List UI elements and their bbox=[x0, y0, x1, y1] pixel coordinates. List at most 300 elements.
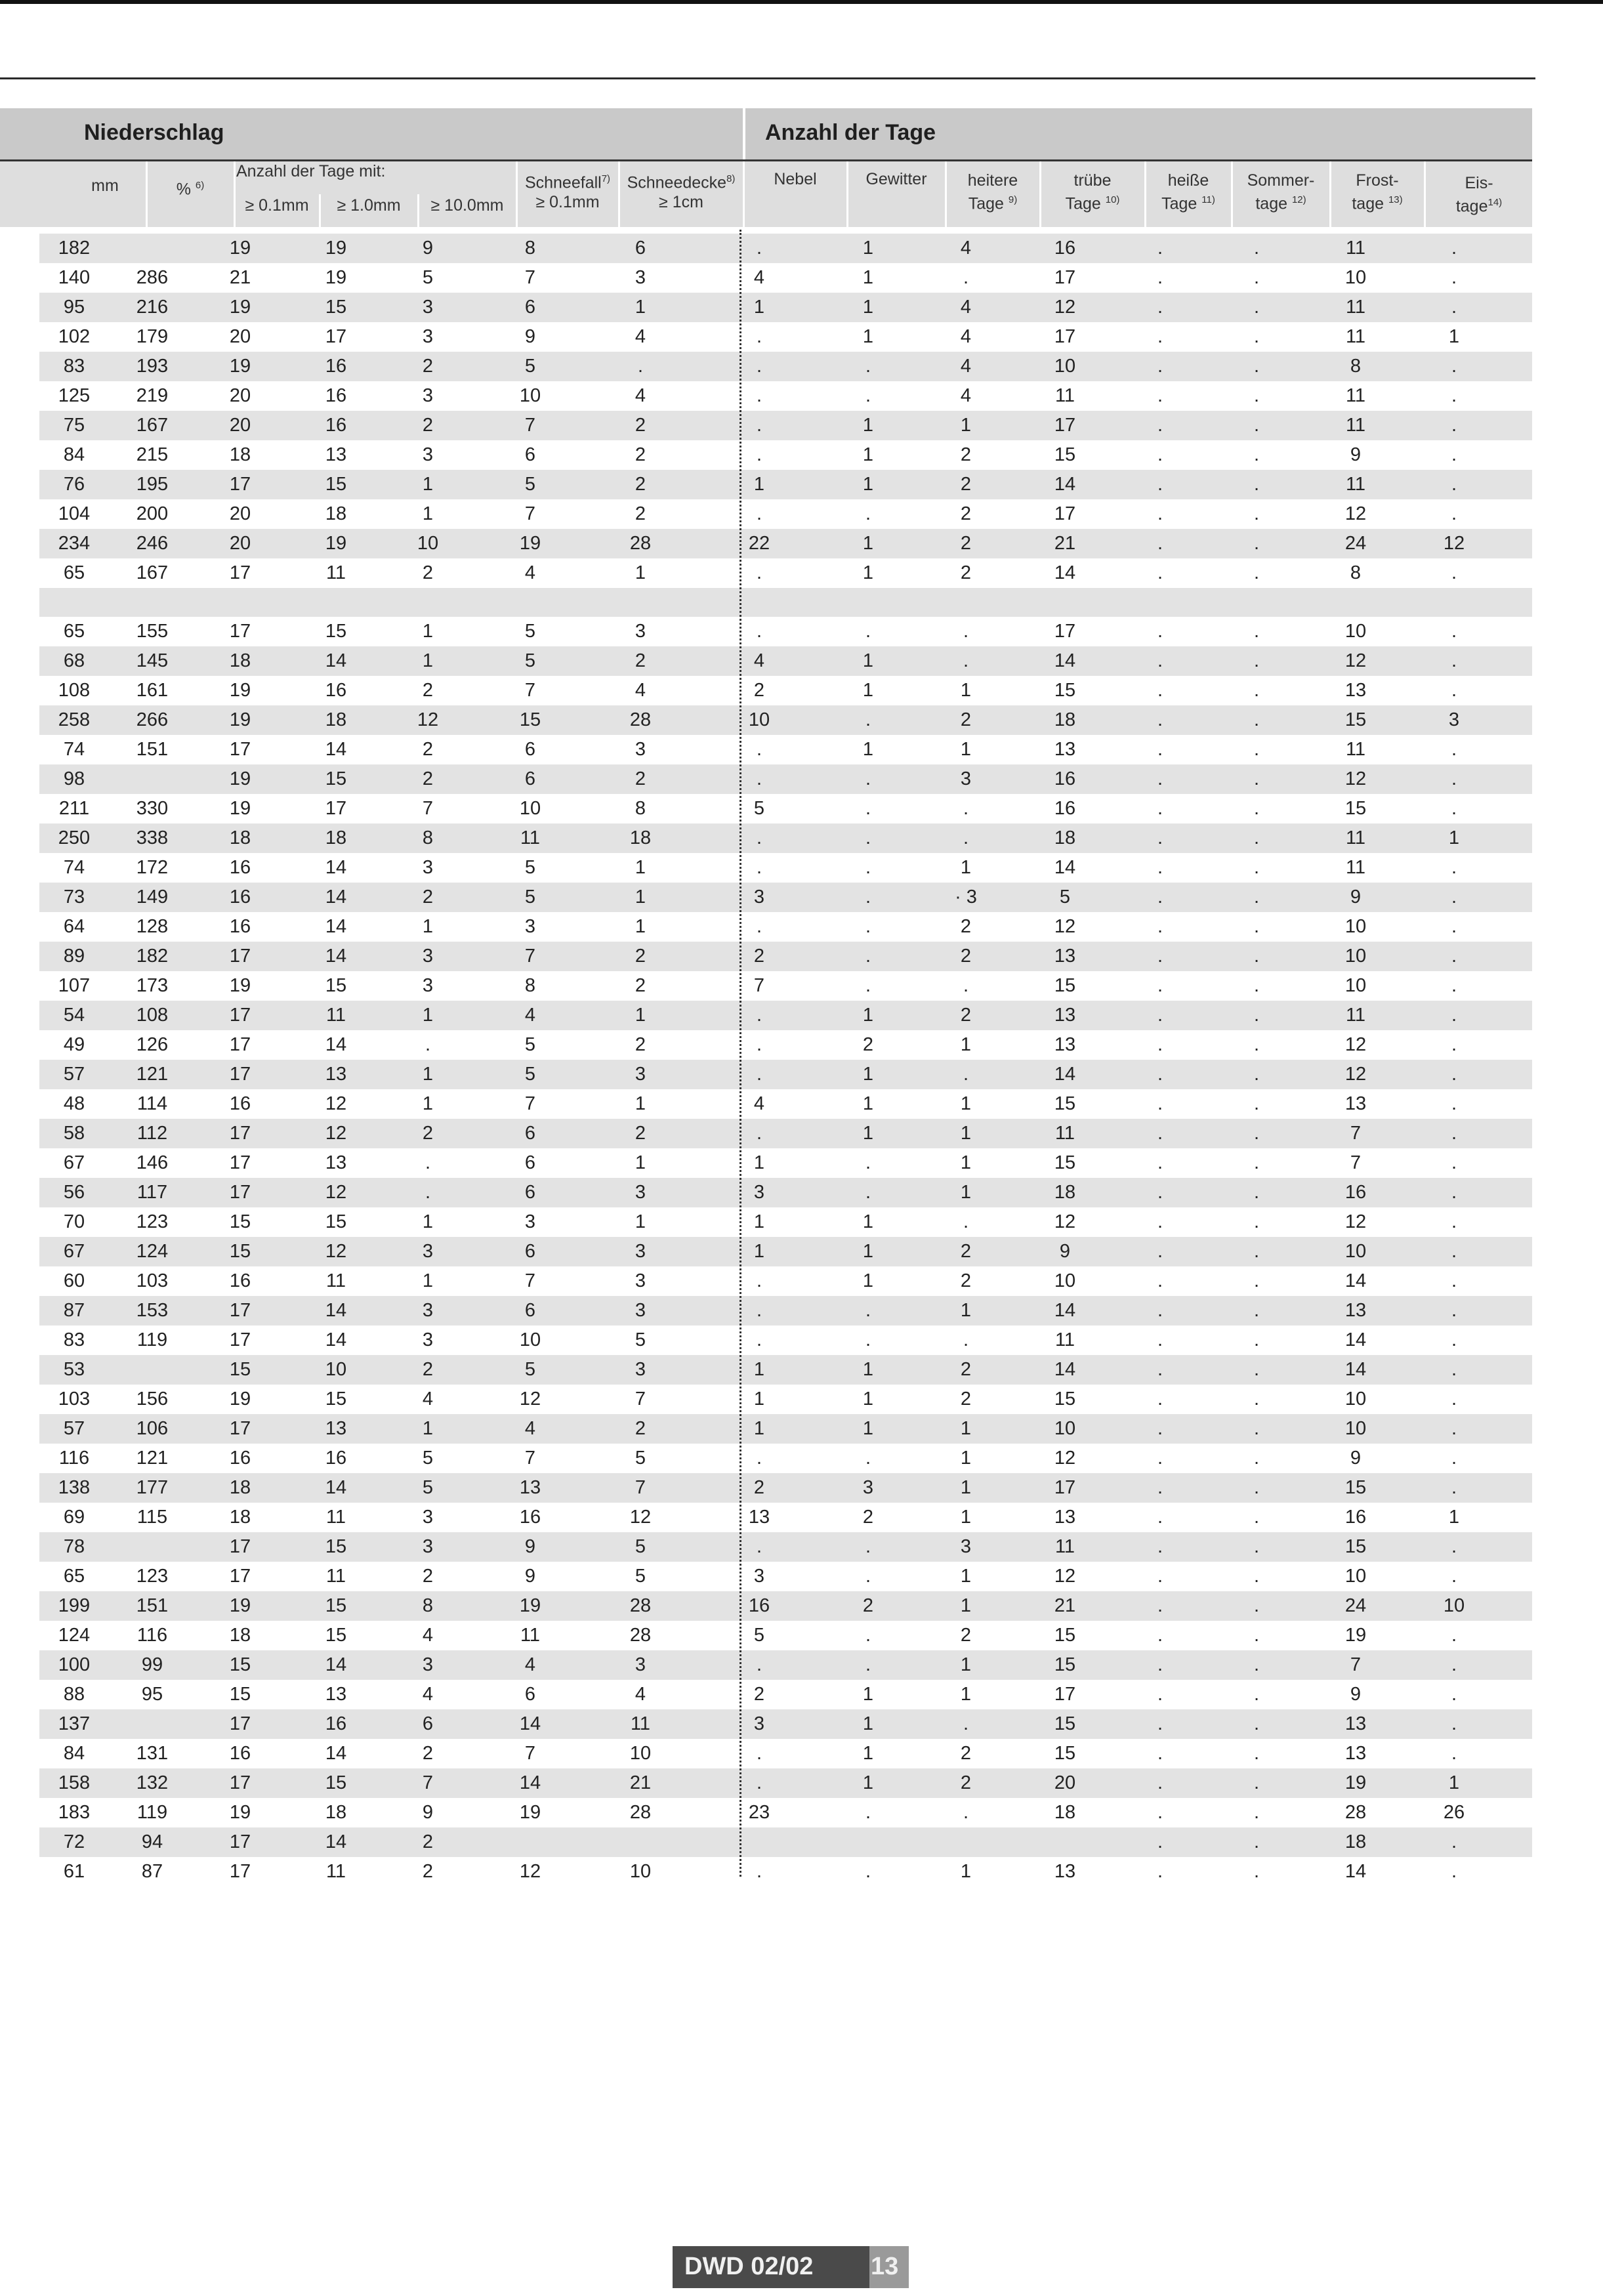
cell-nebel: . bbox=[756, 916, 762, 937]
cell-schneedecke: 3 bbox=[635, 1241, 646, 1262]
cell-gewitter: . bbox=[865, 768, 871, 789]
cell-truebe-tage: 12 bbox=[1054, 1566, 1076, 1587]
cell-mm: 56 bbox=[63, 1182, 85, 1203]
cell-nebel: 1 bbox=[753, 1418, 765, 1439]
footer-badge bbox=[673, 2246, 909, 2288]
cell-days-ge-10-0mm: 2 bbox=[422, 562, 434, 583]
cell-heisse-tage: . bbox=[1157, 1507, 1163, 1528]
column-separator bbox=[1144, 161, 1146, 227]
cell-schneedecke: 10 bbox=[629, 1861, 652, 1882]
cell-sommertage: . bbox=[1253, 887, 1260, 908]
cell-days-ge-1-0mm: 15 bbox=[325, 1536, 347, 1557]
table-row bbox=[39, 1444, 1532, 1473]
cell-truebe-tage: 14 bbox=[1054, 650, 1076, 671]
cell-schneedecke: 1 bbox=[635, 1005, 646, 1026]
table-row bbox=[39, 558, 1532, 588]
cell-days-ge-10-0mm: 3 bbox=[422, 385, 434, 406]
cell-heitere-tage: 1 bbox=[960, 415, 972, 436]
cell-gewitter: . bbox=[865, 1654, 871, 1675]
cell-mm: 57 bbox=[63, 1064, 85, 1085]
cell-days-ge-1-0mm: 14 bbox=[325, 916, 347, 937]
cell-days-ge-10-0mm: 7 bbox=[422, 798, 434, 819]
table-row bbox=[39, 440, 1532, 470]
cell-sommertage: . bbox=[1253, 1654, 1260, 1675]
cell-days-ge-10-0mm: 1 bbox=[422, 1270, 434, 1291]
cell-mm: 67 bbox=[63, 1241, 85, 1262]
cell-schneedecke: 2 bbox=[635, 474, 646, 495]
table-row bbox=[39, 676, 1532, 705]
cell-days-ge-0-1mm: 17 bbox=[229, 621, 251, 642]
cell-eistage: . bbox=[1451, 562, 1457, 583]
header-truebe-tage: trübe Tage $^{10)}$ bbox=[1065, 171, 1120, 213]
cell-gewitter: . bbox=[865, 798, 871, 819]
cell-days-ge-1-0mm: 11 bbox=[325, 1566, 346, 1587]
cell-sommertage: . bbox=[1253, 1123, 1260, 1144]
cell-days-ge-1-0mm: 15 bbox=[325, 1772, 347, 1793]
cell-schneefall: 6 bbox=[524, 739, 536, 760]
cell-eistage: . bbox=[1451, 946, 1457, 967]
cell-truebe-tage: 13 bbox=[1054, 1861, 1076, 1882]
cell-truebe-tage: 17 bbox=[1054, 1684, 1076, 1705]
cell-schneedecke: 28 bbox=[629, 1802, 652, 1823]
cell-heisse-tage: . bbox=[1157, 267, 1163, 288]
cell-schneedecke: 3 bbox=[635, 1270, 646, 1291]
cell-eistage: . bbox=[1451, 444, 1457, 465]
cell-eistage: 26 bbox=[1443, 1802, 1465, 1823]
cell-heisse-tage: . bbox=[1157, 1123, 1163, 1144]
cell-eistage: . bbox=[1451, 1241, 1457, 1262]
cell-percent: 179 bbox=[136, 326, 169, 347]
cell-sommertage: . bbox=[1253, 1477, 1260, 1498]
cell-heitere-tage: 1 bbox=[960, 1477, 972, 1498]
cell-mm: 73 bbox=[63, 887, 85, 908]
cell-nebel: . bbox=[756, 1270, 762, 1291]
cell-frosttage: 12 bbox=[1344, 1034, 1367, 1055]
cell-nebel: . bbox=[756, 326, 762, 347]
cell-heitere-tage: 4 bbox=[960, 356, 972, 377]
cell-days-ge-10-0mm: 1 bbox=[422, 503, 434, 524]
cell-schneedecke: 2 bbox=[635, 1418, 646, 1439]
header-frosttage: Frost- tage $^{13)}$ bbox=[1352, 171, 1403, 213]
header-nebel: Nebel bbox=[774, 170, 817, 188]
cell-days-ge-1-0mm: 17 bbox=[325, 798, 347, 819]
cell-eistage: . bbox=[1451, 238, 1457, 259]
cell-heisse-tage: . bbox=[1157, 1802, 1163, 1823]
cell-days-ge-0-1mm: 18 bbox=[229, 827, 251, 848]
cell-sommertage: . bbox=[1253, 680, 1260, 701]
cell-gewitter: 1 bbox=[862, 739, 874, 760]
cell-eistage: . bbox=[1451, 798, 1457, 819]
cell-percent: 195 bbox=[136, 474, 169, 495]
cell-days-ge-10-0mm: 3 bbox=[422, 1329, 434, 1350]
cell-heisse-tage: . bbox=[1157, 1566, 1163, 1587]
cell-mm: 250 bbox=[58, 827, 91, 848]
table-row bbox=[39, 1503, 1532, 1532]
cell-days-ge-1-0mm: 15 bbox=[325, 768, 347, 789]
cell-nebel: 3 bbox=[753, 1566, 765, 1587]
cell-days-ge-1-0mm: 18 bbox=[325, 1802, 347, 1823]
cell-days-ge-10-0mm: 4 bbox=[422, 1625, 434, 1646]
cell-percent: 132 bbox=[136, 1772, 169, 1793]
cell-gewitter: 1 bbox=[862, 1418, 874, 1439]
cell-schneefall: 10 bbox=[519, 1329, 541, 1350]
cell-percent: 215 bbox=[136, 444, 169, 465]
cell-percent bbox=[113, 234, 192, 263]
cell-gewitter: . bbox=[865, 975, 871, 996]
cell-eistage: . bbox=[1451, 267, 1457, 288]
cell-days-ge-0-1mm: 15 bbox=[229, 1684, 251, 1705]
cell-schneefall: 9 bbox=[524, 326, 536, 347]
cell-truebe-tage: 12 bbox=[1054, 1448, 1076, 1469]
cell-heitere-tage: 4 bbox=[960, 326, 972, 347]
cell-heisse-tage: . bbox=[1157, 356, 1163, 377]
cell-nebel: . bbox=[756, 827, 762, 848]
cell-sommertage: . bbox=[1253, 709, 1260, 730]
cell-schneefall: 10 bbox=[519, 385, 541, 406]
cell-days-ge-0-1mm: 16 bbox=[229, 1270, 251, 1291]
table-row bbox=[39, 1060, 1532, 1089]
cell-days-ge-10-0mm: 2 bbox=[422, 415, 434, 436]
cell-heisse-tage: . bbox=[1157, 562, 1163, 583]
cell-days-ge-10-0mm: 1 bbox=[422, 1064, 434, 1085]
cell-mm: 53 bbox=[63, 1359, 85, 1380]
cell-nebel: . bbox=[756, 1064, 762, 1085]
cell-gewitter: 2 bbox=[862, 1507, 874, 1528]
cell-gewitter bbox=[829, 1827, 907, 1857]
cell-days-ge-1-0mm: 14 bbox=[325, 1654, 347, 1675]
cell-percent: 128 bbox=[136, 916, 169, 937]
cell-days-ge-0-1mm: 17 bbox=[229, 1064, 251, 1085]
cell-truebe-tage: 15 bbox=[1054, 1743, 1076, 1764]
cell-heisse-tage: . bbox=[1157, 1713, 1163, 1734]
cell-schneefall bbox=[491, 1827, 570, 1857]
cell-heitere-tage: 4 bbox=[960, 238, 972, 259]
cell-days-ge-10-0mm: 3 bbox=[422, 1300, 434, 1321]
cell-sommertage: . bbox=[1253, 1566, 1260, 1587]
cell-schneedecke: 1 bbox=[635, 857, 646, 878]
cell-truebe-tage: 10 bbox=[1054, 1418, 1076, 1439]
cell-percent: 94 bbox=[141, 1831, 163, 1852]
cell-eistage: . bbox=[1451, 1270, 1457, 1291]
cell-heitere-tage: 2 bbox=[960, 533, 972, 554]
table-row bbox=[39, 1296, 1532, 1325]
cell-days-ge-0-1mm: 17 bbox=[229, 946, 251, 967]
cell-heisse-tage: . bbox=[1157, 739, 1163, 760]
cell-percent bbox=[113, 1709, 192, 1739]
cell-gewitter: . bbox=[865, 1448, 871, 1469]
cell-days-ge-10-0mm: 9 bbox=[422, 238, 434, 259]
cell-days-ge-10-0mm: 2 bbox=[422, 356, 434, 377]
cell-days-ge-0-1mm: 17 bbox=[229, 1713, 251, 1734]
cell-days-ge-0-1mm: 15 bbox=[229, 1241, 251, 1262]
cell-eistage: . bbox=[1451, 1182, 1457, 1203]
table-row bbox=[39, 1266, 1532, 1296]
cell-truebe-tage: 14 bbox=[1054, 857, 1076, 878]
cell-days-ge-1-0mm: 11 bbox=[325, 1507, 346, 1528]
cell-schneefall: 11 bbox=[520, 827, 541, 848]
table-row bbox=[39, 352, 1532, 381]
cell-nebel: . bbox=[756, 1743, 762, 1764]
cell-days-ge-1-0mm: 15 bbox=[325, 975, 347, 996]
cell-gewitter: 1 bbox=[862, 1359, 874, 1380]
table-row bbox=[39, 1562, 1532, 1591]
cell-truebe-tage: 11 bbox=[1054, 1123, 1075, 1144]
cell-percent bbox=[113, 764, 192, 794]
cell-heitere-tage: · 3 bbox=[955, 887, 977, 908]
cell-percent: 123 bbox=[136, 1566, 169, 1587]
cell-heisse-tage: . bbox=[1157, 1388, 1163, 1409]
cell-days-ge-1-0mm: 14 bbox=[325, 1831, 347, 1852]
header-heitere-tage: heitere Tage $^{9)}$ bbox=[967, 171, 1018, 213]
cell-schneefall: 10 bbox=[519, 798, 541, 819]
cell-gewitter: 1 bbox=[862, 562, 874, 583]
cell-heitere-tage: . bbox=[963, 621, 969, 642]
cell-days-ge-0-1mm: 20 bbox=[229, 503, 251, 524]
cell-frosttage: 13 bbox=[1344, 680, 1367, 701]
cell-frosttage: 11 bbox=[1345, 238, 1366, 259]
cell-frosttage: 19 bbox=[1344, 1625, 1367, 1646]
cell-percent: 151 bbox=[136, 1595, 169, 1616]
cell-heitere-tage: 2 bbox=[960, 1772, 972, 1793]
table-row bbox=[39, 499, 1532, 529]
cell-eistage: . bbox=[1451, 1152, 1457, 1173]
cell-truebe-tage: 12 bbox=[1054, 1211, 1076, 1232]
cell-nebel: 5 bbox=[753, 1625, 765, 1646]
cell-days-ge-1-0mm: 12 bbox=[325, 1123, 347, 1144]
cell-schneefall: 7 bbox=[524, 267, 536, 288]
cell-days-ge-0-1mm: 16 bbox=[229, 887, 251, 908]
cell-eistage: . bbox=[1451, 1359, 1457, 1380]
cell-days-ge-1-0mm: 16 bbox=[325, 1448, 347, 1469]
table-row bbox=[39, 263, 1532, 293]
cell-truebe-tage: 15 bbox=[1054, 1654, 1076, 1675]
cell-days-ge-0-1mm: 16 bbox=[229, 916, 251, 937]
cell-days-ge-1-0mm: 13 bbox=[325, 444, 347, 465]
cell-heisse-tage: . bbox=[1157, 474, 1163, 495]
cell-days-ge-0-1mm: 17 bbox=[229, 1329, 251, 1350]
cell-eistage: 10 bbox=[1443, 1595, 1465, 1616]
cell-days-ge-0-1mm: 19 bbox=[229, 238, 251, 259]
cell-gewitter: . bbox=[865, 1802, 871, 1823]
footer-label: DWD 02/02 bbox=[684, 2253, 814, 2280]
cell-nebel: . bbox=[756, 1300, 762, 1321]
cell-schneedecke: 1 bbox=[635, 297, 646, 318]
cell-schneefall: 5 bbox=[524, 1034, 536, 1055]
table-row bbox=[39, 234, 1532, 263]
cell-frosttage: 11 bbox=[1345, 474, 1366, 495]
cell-truebe-tage: 15 bbox=[1054, 975, 1076, 996]
cell-mm: 137 bbox=[58, 1713, 91, 1734]
cell-eistage: . bbox=[1451, 975, 1457, 996]
cell-frosttage: 12 bbox=[1344, 768, 1367, 789]
cell-schneefall: 13 bbox=[519, 1477, 541, 1498]
cell-gewitter: . bbox=[865, 1329, 871, 1350]
cell-percent: 114 bbox=[136, 1093, 168, 1114]
cell-truebe-tage: 11 bbox=[1054, 1329, 1075, 1350]
cell-truebe-tage: 12 bbox=[1054, 916, 1076, 937]
cell-schneefall: 3 bbox=[524, 916, 536, 937]
cell-heisse-tage: . bbox=[1157, 1270, 1163, 1291]
cell-mm: 98 bbox=[63, 768, 85, 789]
cell-eistage: . bbox=[1451, 1211, 1457, 1232]
cell-sommertage: . bbox=[1253, 503, 1260, 524]
header-sommertage: Sommer- tage $^{12)}$ bbox=[1247, 171, 1315, 213]
cell-days-ge-1-0mm: 15 bbox=[325, 297, 347, 318]
cell-days-ge-10-0mm: 1 bbox=[422, 916, 434, 937]
column-separator bbox=[234, 161, 236, 227]
cell-days-ge-0-1mm: 17 bbox=[229, 739, 251, 760]
cell-days-ge-10-0mm: 8 bbox=[422, 1595, 434, 1616]
cell-frosttage: 9 bbox=[1350, 1448, 1362, 1469]
cell-heisse-tage: . bbox=[1157, 1536, 1163, 1557]
cell-days-ge-10-0mm: 3 bbox=[422, 857, 434, 878]
cell-sommertage: . bbox=[1253, 1448, 1260, 1469]
cell-frosttage: 12 bbox=[1344, 1211, 1367, 1232]
cell-schneedecke bbox=[601, 1827, 680, 1857]
cell-truebe-tage: 15 bbox=[1054, 680, 1076, 701]
cell-truebe-tage: 21 bbox=[1054, 1595, 1076, 1616]
cell-nebel: . bbox=[756, 415, 762, 436]
cell-sommertage: . bbox=[1253, 385, 1260, 406]
cell-days-ge-0-1mm: 20 bbox=[229, 533, 251, 554]
cell-mm: 68 bbox=[63, 650, 85, 671]
cell-frosttage: 16 bbox=[1344, 1507, 1367, 1528]
cell-days-ge-0-1mm: 16 bbox=[229, 857, 251, 878]
cell-mm: 84 bbox=[63, 1743, 85, 1764]
cell-frosttage: 8 bbox=[1350, 356, 1362, 377]
table-row bbox=[39, 912, 1532, 942]
cell-heitere-tage: 4 bbox=[960, 297, 972, 318]
cell-schneedecke: 8 bbox=[635, 798, 646, 819]
cell-frosttage: 10 bbox=[1344, 1418, 1367, 1439]
cell-truebe-tage: 9 bbox=[1059, 1241, 1071, 1262]
cell-nebel: 23 bbox=[748, 1802, 770, 1823]
cell-mm: 75 bbox=[63, 415, 85, 436]
cell-heisse-tage: . bbox=[1157, 768, 1163, 789]
cell-gewitter: 1 bbox=[862, 1123, 874, 1144]
cell-schneedecke: 18 bbox=[629, 827, 652, 848]
cell-days-ge-0-1mm: 16 bbox=[229, 1448, 251, 1469]
cell-days-ge-10-0mm: 3 bbox=[422, 444, 434, 465]
cell-days-ge-10-0mm: 1 bbox=[422, 621, 434, 642]
cell-sommertage: . bbox=[1253, 1684, 1260, 1705]
cell-mm: 183 bbox=[58, 1802, 91, 1823]
cell-frosttage: 16 bbox=[1344, 1182, 1367, 1203]
cell-days-ge-1-0mm: 13 bbox=[325, 1418, 347, 1439]
cell-mm: 84 bbox=[63, 444, 85, 465]
cell-gewitter: 2 bbox=[862, 1034, 874, 1055]
cell-schneefall: 7 bbox=[524, 680, 536, 701]
cell-days-ge-0-1mm: 19 bbox=[229, 680, 251, 701]
cell-nebel: 1 bbox=[753, 1388, 765, 1409]
cell-nebel: . bbox=[756, 1123, 762, 1144]
cell-gewitter: 1 bbox=[862, 415, 874, 436]
cell-heitere-tage: . bbox=[963, 1064, 969, 1085]
cell-schneedecke: 4 bbox=[635, 326, 646, 347]
cell-schneefall: 5 bbox=[524, 650, 536, 671]
cell-heitere-tage: . bbox=[963, 1802, 969, 1823]
cell-heisse-tage: . bbox=[1157, 887, 1163, 908]
cell-truebe-tage: 18 bbox=[1054, 827, 1076, 848]
cell-mm: 102 bbox=[58, 326, 91, 347]
cell-schneedecke: 21 bbox=[629, 1772, 652, 1793]
cell-gewitter: 1 bbox=[862, 1211, 874, 1232]
cell-heisse-tage: . bbox=[1157, 1831, 1163, 1852]
cell-mm: 78 bbox=[63, 1536, 85, 1557]
cell-mm: 54 bbox=[63, 1005, 85, 1026]
cell-gewitter: . bbox=[865, 1861, 871, 1882]
cell-percent: 167 bbox=[136, 415, 169, 436]
cell-days-ge-10-0mm: 1 bbox=[422, 1418, 434, 1439]
cell-eistage: . bbox=[1451, 1064, 1457, 1085]
cell-sommertage: . bbox=[1253, 415, 1260, 436]
cell-days-ge-0-1mm: 19 bbox=[229, 297, 251, 318]
cell-percent bbox=[113, 1532, 192, 1562]
cell-schneedecke: 2 bbox=[635, 768, 646, 789]
cell-truebe-tage: 18 bbox=[1054, 1802, 1076, 1823]
cell-days-ge-1-0mm: 13 bbox=[325, 1064, 347, 1085]
cell-truebe-tage: 14 bbox=[1054, 1064, 1076, 1085]
cell-schneedecke: 5 bbox=[635, 1448, 646, 1469]
cell-frosttage: 11 bbox=[1345, 827, 1366, 848]
cell-sommertage: . bbox=[1253, 1182, 1260, 1203]
cell-eistage: 1 bbox=[1448, 326, 1460, 347]
cell-days-ge-0-1mm: 16 bbox=[229, 1743, 251, 1764]
cell-heitere-tage: 1 bbox=[960, 1093, 972, 1114]
cell-sommertage: . bbox=[1253, 1300, 1260, 1321]
cell-schneedecke: 2 bbox=[635, 1034, 646, 1055]
cell-heisse-tage: . bbox=[1157, 1477, 1163, 1498]
cell-mm: 83 bbox=[63, 356, 85, 377]
column-separator bbox=[319, 194, 321, 227]
cell-mm: 57 bbox=[63, 1418, 85, 1439]
cell-schneefall: 4 bbox=[524, 562, 536, 583]
cell-days-ge-10-0mm: 3 bbox=[422, 1507, 434, 1528]
cell-gewitter: 1 bbox=[862, 1684, 874, 1705]
table-row bbox=[39, 293, 1532, 322]
cell-truebe-tage: 15 bbox=[1054, 444, 1076, 465]
cell-schneedecke: 1 bbox=[635, 1152, 646, 1173]
cell-days-ge-10-0mm: 2 bbox=[422, 768, 434, 789]
cell-gewitter: 1 bbox=[862, 238, 874, 259]
cell-heitere-tage: 1 bbox=[960, 1654, 972, 1675]
cell-mm: 103 bbox=[58, 1388, 91, 1409]
cell-truebe-tage: 15 bbox=[1054, 1625, 1076, 1646]
cell-nebel: 1 bbox=[753, 1241, 765, 1262]
cell-frosttage: 11 bbox=[1345, 415, 1366, 436]
cell-truebe-tage: 15 bbox=[1054, 1713, 1076, 1734]
cell-truebe-tage: 13 bbox=[1054, 1034, 1076, 1055]
cell-eistage: . bbox=[1451, 739, 1457, 760]
cell-sommertage: . bbox=[1253, 650, 1260, 671]
cell-sommertage: . bbox=[1253, 1507, 1260, 1528]
cell-eistage: . bbox=[1451, 1831, 1457, 1852]
climate-data-table bbox=[39, 234, 1532, 1887]
cell-days-ge-10-0mm: 1 bbox=[422, 474, 434, 495]
cell-percent: 99 bbox=[141, 1654, 163, 1675]
table-row bbox=[39, 794, 1532, 824]
cell-mm: 70 bbox=[63, 1211, 85, 1232]
cell-days-ge-1-0mm: 18 bbox=[325, 827, 347, 848]
column-separator bbox=[618, 161, 620, 227]
cell-gewitter: . bbox=[865, 1300, 871, 1321]
cell-schneedecke: 28 bbox=[629, 533, 652, 554]
cell-eistage: . bbox=[1451, 857, 1457, 878]
cell-days-ge-10-0mm: 1 bbox=[422, 1005, 434, 1026]
cell-days-ge-0-1mm: 20 bbox=[229, 385, 251, 406]
cell-schneefall: 9 bbox=[524, 1536, 536, 1557]
cell-nebel: 5 bbox=[753, 798, 765, 819]
